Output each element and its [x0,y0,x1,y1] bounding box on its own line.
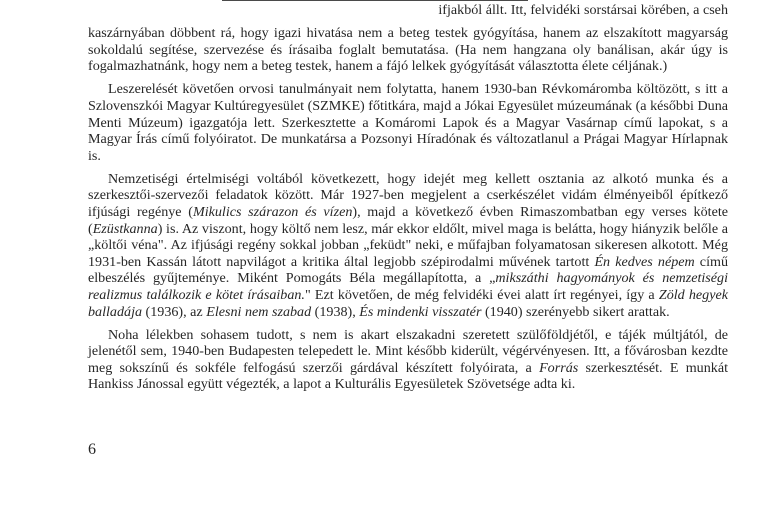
paragraph-1-lead: ifjakból állt. Itt, felvidéki sorstársai körében, a cseh [438,2,728,18]
italic-title: És mindenki visszatér [359,303,482,320]
top-rule [222,0,528,1]
text-run: ), majd a következő évben Rimaszombatban egy verses kötete ( [88,204,728,237]
page-number: 6 [88,441,96,458]
text-run: című elbeszélés gyűjteménye. Miként Pomogáts Béla megállapította, a „ [88,253,728,287]
text-run: Leszerelését követően orvosi tanulmányait nem folytatta, hanem 1930-ban Révkomáromba költözött, s itt a Szlovenszkói Magyar Kultúregyesület (SZMKE) főtitkára, majd a Jókai Egyesület múzeumának (a későbbi Duna Menti Múzeum) igazgatója lett. Szerkesztette a Komáromi Lapok és a Magyar Vasárnap című lapokat, s a Magyar Írás című folyóiratot. De munkatársa a Pozsonyi Híradónak és változatlanul a Prágai Magyar Hírlapnak is. [88,81,728,164]
text-run: Noha lélekben sohasem tudott, s nem is akart elszakadni szeretett szülőföldjétől, e tájék múltjától, de jelenétől sem, 1940-ben Budapesten telepedett le. Mint később kiderült, végérvényesen. Itt, a fővárosban kezdte meg sokszínű és sokféle felfogású szerzői gárdával készített folyóirata, a [88,326,728,376]
body-text [88,2,728,393]
italic-title: Mikulics szárazon és vízen [192,204,353,221]
text-run: (1940) szerényebb sikert arattak. [481,303,670,320]
italic-title: Én kedves népem [594,253,695,270]
italic-title: mikszáthi hagyományok és nemzetiségi realizmus találkozik e kötet írásaiban. [88,270,728,303]
text-run: ) is. Az viszont, hogy költő nem lesz, már ekkor eldőlt, mivel maga is belátta, hogy hiányzik belőle a „költői véna". Az ifjúsági regény sokkal jobban „feküdt" neki, e műfajban folyamatosan sikeresen alkotott. Még 1931-ben Kassán látott napvilágot a kritika által legjobb szépirodalmi művének tartott [88,220,728,270]
text-run: (1936), az [142,303,207,320]
italic-title: Zöld hegyek balladája [88,287,728,320]
text-run: szerkesztését. E munkát Hankiss Jánossal együtt végezték, a lapot a Kulturális Egyesületek Szövetsége adta ki. [88,359,728,393]
italic-title: Ezüstkanna [92,220,158,237]
text-run: " Ezt követően, de még felvidéki évei alatt írt regényei, így a [304,287,659,303]
paragraph-3 [88,171,728,320]
paragraph-2 [88,81,728,164]
paragraph-1 [88,25,728,75]
italic-title: Forrás [539,359,579,376]
paragraph-4 [88,327,728,393]
text-run: Nemzetiségi értelmiségi voltából következett, hogy idejét meg kellett osztania az alkotó munka és a szerkesztői-szervezői feladatok között. Már 1927-ben megjelent a cserkészélet vidám élményeiből építkező ifjúsági regénye ( [88,170,728,221]
text-run: kaszárnyában döbbent rá, hogy igazi hivatása nem a beteg testek gyógyítása, hanem az elszakított magyarság sokoldalú segítése, szervezése és írásaiba foglalt bemutatása. (Ha nem hangzana oly banálisan, akár úgy is fogalmazhatnánk, hogy nem a beteg testek, hanem a fájó lelkek gyógyítását választotta élete céljának.) [88,25,728,75]
italic-title: Elesni nem szabad [206,303,312,320]
text-run: (1938), [311,303,360,320]
